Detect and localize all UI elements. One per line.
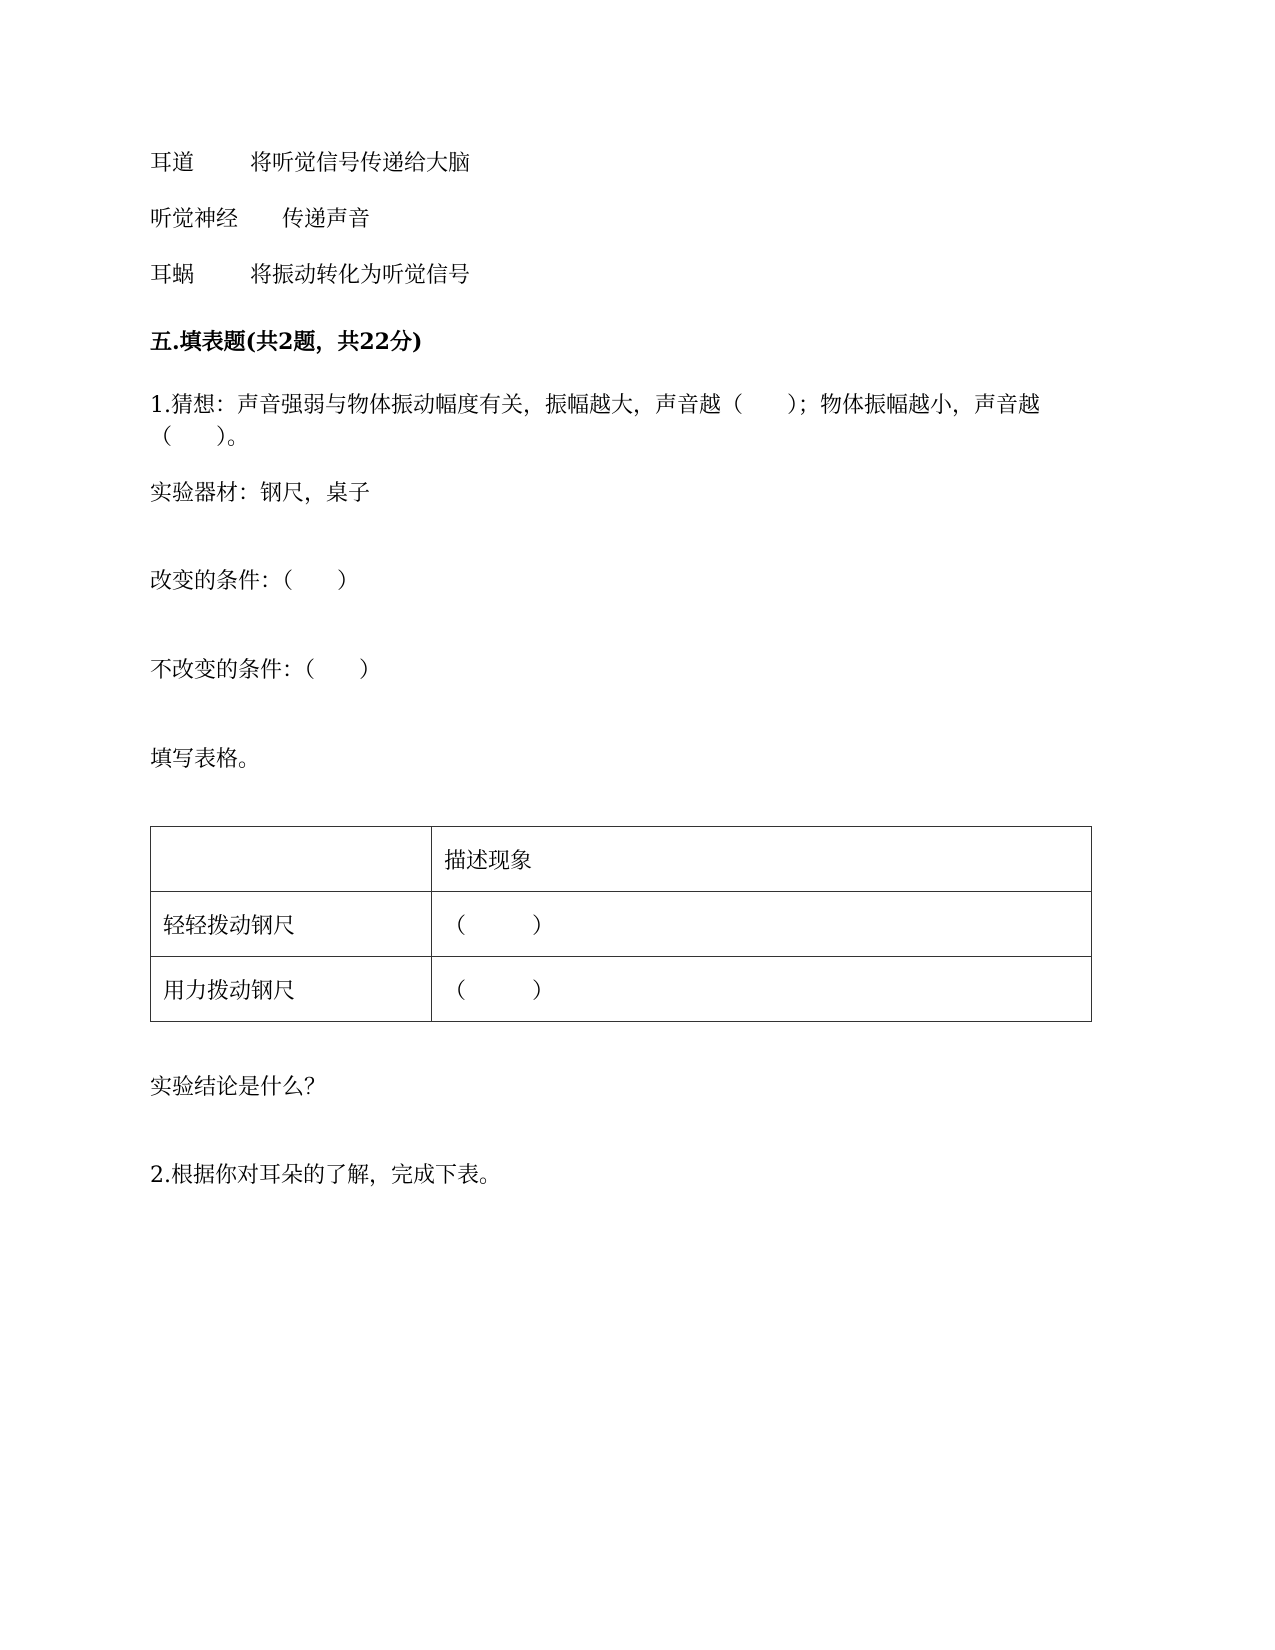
changed-condition-text: 改变的条件：（ ） bbox=[150, 569, 360, 594]
table-cell-blank[interactable]: （ ） bbox=[432, 957, 1092, 1022]
section-title: 五.填表题(共2题，共22分) bbox=[150, 329, 423, 355]
match-term: 耳道 bbox=[150, 151, 195, 176]
match-desc: 将听觉信号传递给大脑 bbox=[250, 151, 471, 176]
materials-text: 实验器材：钢尺，桌子 bbox=[150, 481, 371, 506]
table-header-row bbox=[151, 827, 1092, 892]
match-term: 听觉神经 bbox=[150, 207, 239, 232]
fill-table-instruction: 填写表格。 bbox=[150, 747, 261, 772]
table-header-cell: 描述现象 bbox=[432, 827, 1092, 892]
unchanged-condition-text: 不改变的条件：（ ） bbox=[150, 658, 382, 683]
match-desc: 传递声音 bbox=[282, 207, 371, 232]
question-2-text: 2.根据你对耳朵的了解，完成下表。 bbox=[150, 1163, 501, 1188]
observation-table bbox=[150, 826, 1092, 1022]
table-row bbox=[151, 892, 1092, 957]
table-cell: 用力拨动钢尺 bbox=[151, 957, 432, 1022]
match-term: 耳蜗 bbox=[150, 263, 195, 288]
table-row bbox=[151, 957, 1092, 1022]
conclusion-question: 实验结论是什么？ bbox=[150, 1075, 327, 1100]
match-line-cochlea bbox=[150, 260, 470, 292]
match-line-ear-canal bbox=[150, 148, 470, 180]
question-1-text: 1.猜想：声音强弱与物体振动幅度有关，振幅越大，声音越（ ）；物体振幅越小，声音越（ ）。 bbox=[150, 393, 1040, 450]
match-line-auditory-nerve bbox=[150, 204, 370, 236]
table-header-cell bbox=[151, 827, 432, 892]
match-desc: 将振动转化为听觉信号 bbox=[250, 263, 471, 288]
table-cell-blank[interactable]: （ ） bbox=[432, 892, 1092, 957]
table-cell: 轻轻拨动钢尺 bbox=[151, 892, 432, 957]
